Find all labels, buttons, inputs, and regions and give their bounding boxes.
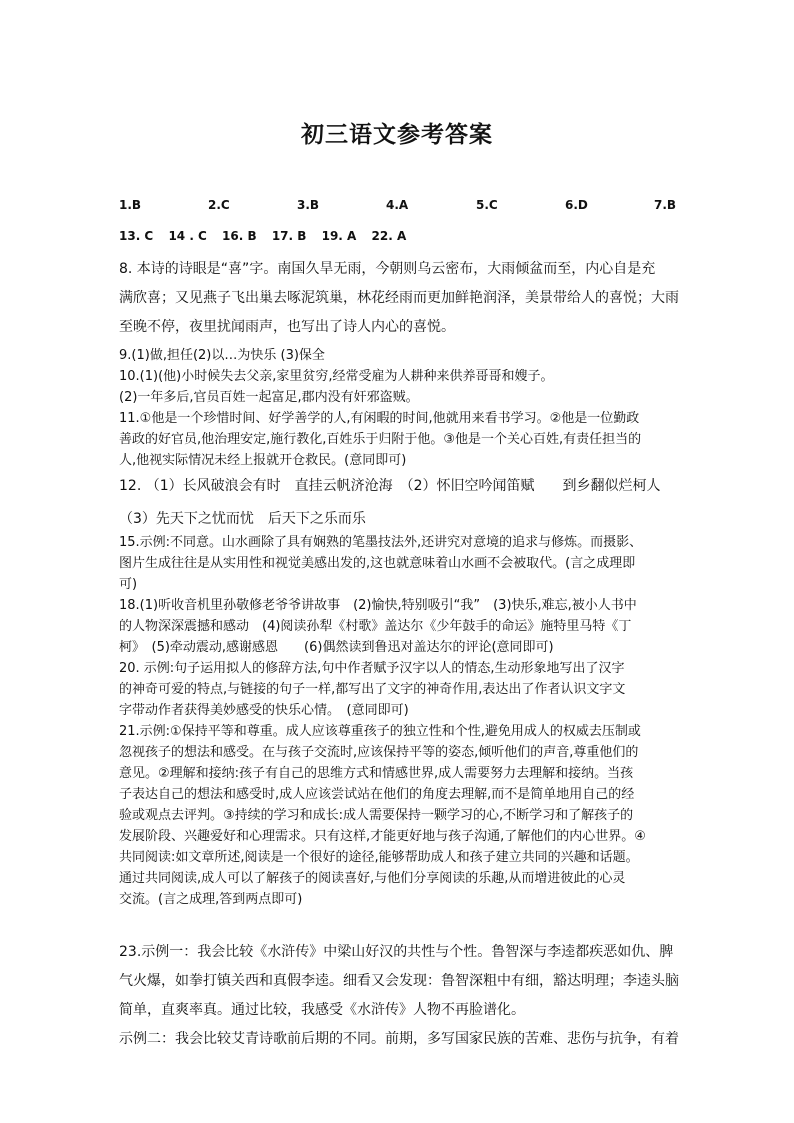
answer-item: 3.B (297, 198, 320, 212)
text-line: 10.(1)(他)小时候失去父亲,家里贫穷,经常受雇为人耕种来供养哥哥和嫂子。 (119, 369, 554, 384)
text-line: 共同阅读:如文章所述,阅读是一个很好的途径,能够帮助成人和孩子建立共同的兴趣和话题。 (119, 850, 639, 865)
text-line: （3）先天下之忧而忧 后天下之乐而乐 (119, 511, 366, 527)
text-line: 发展阶段、兴趣爱好和心理需求。只有这样,才能更好地与孩子沟通,了解他们的内心世界。④ (119, 829, 646, 844)
text-line: 通过共同阅读,成人可以了解孩子的阅读喜好,与他们分享阅读的乐趣,从而增进彼此的心灵 (119, 871, 626, 886)
text-line: 的人物深深震撼和感动 (4)阅读孙犁《村歌》盖达尔《少年鼓手的命运》施特里马特《丁 (119, 619, 632, 634)
answer-q9-q11 (119, 345, 679, 471)
answer-q23 (119, 938, 679, 1054)
text-line: 图片生成往往是从实用性和视觉美感出发的,这也就意味着山水画不会被取代。(言之成理即 (119, 556, 636, 571)
text-line: 人,他视实际情况未经上报就开仓救民。(意同即可) (119, 453, 407, 468)
answer-item: 22. A (371, 229, 407, 243)
answer-item: 19. A (321, 229, 357, 243)
text-line: 至晚不停，夜里扰闻雨声，也写出了诗人内心的喜悦。 (119, 319, 455, 335)
text-line: 21.示例:①保持平等和尊重。成人应该尊重孩子的独立性和个性,避免用成人的权威去压制或 (119, 724, 641, 739)
text-line: 满欣喜；又见燕子飞出巢去啄泥筑巢，林花经雨而更加鲜艳润泽，美景带给人的喜悦；大雨 (119, 290, 679, 306)
answer-item: 2.C (208, 198, 230, 212)
answer-item: 4.A (386, 198, 409, 212)
text-line: 的神奇可爱的特点,与链接的句子一样,都写出了文字的神奇作用,表达出了作者认识文字文 (119, 682, 626, 697)
answer-item: 14 . C (168, 229, 207, 243)
text-line: 气火爆，如拳打镇关西和真假李逵。细看又会发现：鲁智深粗中有细，豁达明理；李逵头脑 (119, 973, 679, 989)
text-line: 柯》 (5)牵动震动,感谢感恩 (6)偶然读到鲁迅对盖达尔的评论(意同即可) (119, 640, 554, 655)
text-line: 示例二：我会比较艾青诗歌前后期的不同。前期，多写国家民族的苦难、悲伤与抗争，有着 (119, 1031, 679, 1047)
answer-q12 (119, 472, 679, 534)
text-line: (2)一年多后,官员百姓一起富足,郡内没有奸邪盗贼。 (119, 390, 419, 405)
text-line: 12. （1）长风破浪会有时 直挂云帆济沧海 （2）怀旧空吟闻笛赋 到乡翻似烂柯人 (119, 478, 661, 494)
answer-item: 7.B (654, 198, 677, 212)
text-line: 意见。②理解和接纳:孩子有自己的思维方式和情感世界,成人需要努力去理解和接纳。当孩 (119, 766, 634, 781)
text-line: 简单，直爽率真。通过比较，我感受《水浒传》人物不再脸谱化。 (119, 1002, 525, 1018)
page-title: 初三语文参考答案 (301, 121, 493, 148)
answer-item: 17. B (271, 229, 307, 243)
text-line: 子表达自己的想法和感受时,成人应该尝试站在他们的角度去理解,而不是简单地用自己的经 (119, 787, 635, 802)
answer-item: 5.C (476, 198, 498, 212)
text-line: 8. 本诗的诗眼是“喜”字。南国久旱无雨，今朝则乌云密布，大雨倾盆而至，内心自是充 (119, 261, 656, 277)
answer-item: 6.D (565, 198, 588, 212)
answer-q15-q21 (119, 532, 679, 910)
text-line: 忽视孩子的想法和感受。在与孩子交流时,应该保持平等的姿态,倾听他们的声音,尊重他们的 (119, 745, 639, 760)
text-line: 9.(1)做,担任(2)以…为快乐 (3)保全 (119, 348, 325, 363)
text-line: 字带动作者获得美妙感受的快乐心情。 (意同即可) (119, 703, 409, 718)
text-line: 可) (119, 577, 138, 592)
text-line: 18.(1)听收音机里孙敬修老爷爷讲故事 (2)愉快,特别吸引“我” (3)快乐,难忘,被小人书中 (119, 598, 637, 613)
text-line: 20. 示例:句子运用拟人的修辞方法,句中作者赋予汉字以人的情态,生动形象地写出了汉字 (119, 661, 625, 676)
text-line: 23.示例一：我会比较《水浒传》中梁山好汉的共性与个性。鲁智深与李逵都疾恶如仇、脾 (119, 944, 674, 960)
answer-item: 16. B (222, 229, 257, 243)
answer-item: 13. C (119, 229, 154, 243)
text-line: 交流。(言之成理,答到两点即可) (119, 892, 303, 907)
text-line: 11.①他是一个珍惜时间、好学善学的人,有闲暇的时间,他就用来看书学习。②他是一位勤政 (119, 411, 640, 426)
answer-item: 1.B (119, 198, 142, 212)
answers-row-2 (119, 229, 417, 243)
text-line: 15.示例:不同意。山水画除了具有娴熟的笔墨技法外,还讲究对意境的追求与修炼。而摄影、 (119, 535, 643, 550)
text-line: 善政的好官员,他治理安定,施行教化,百姓乐于归附于他。③他是一个关心百姓,有责任担当的 (119, 432, 642, 447)
answer-q8 (119, 255, 679, 342)
text-line: 验或观点去评判。③持续的学习和成长:成人需要保持一颗学习的心,不断学习和了解孩子的 (119, 808, 634, 823)
answers-row-1 (119, 198, 675, 216)
